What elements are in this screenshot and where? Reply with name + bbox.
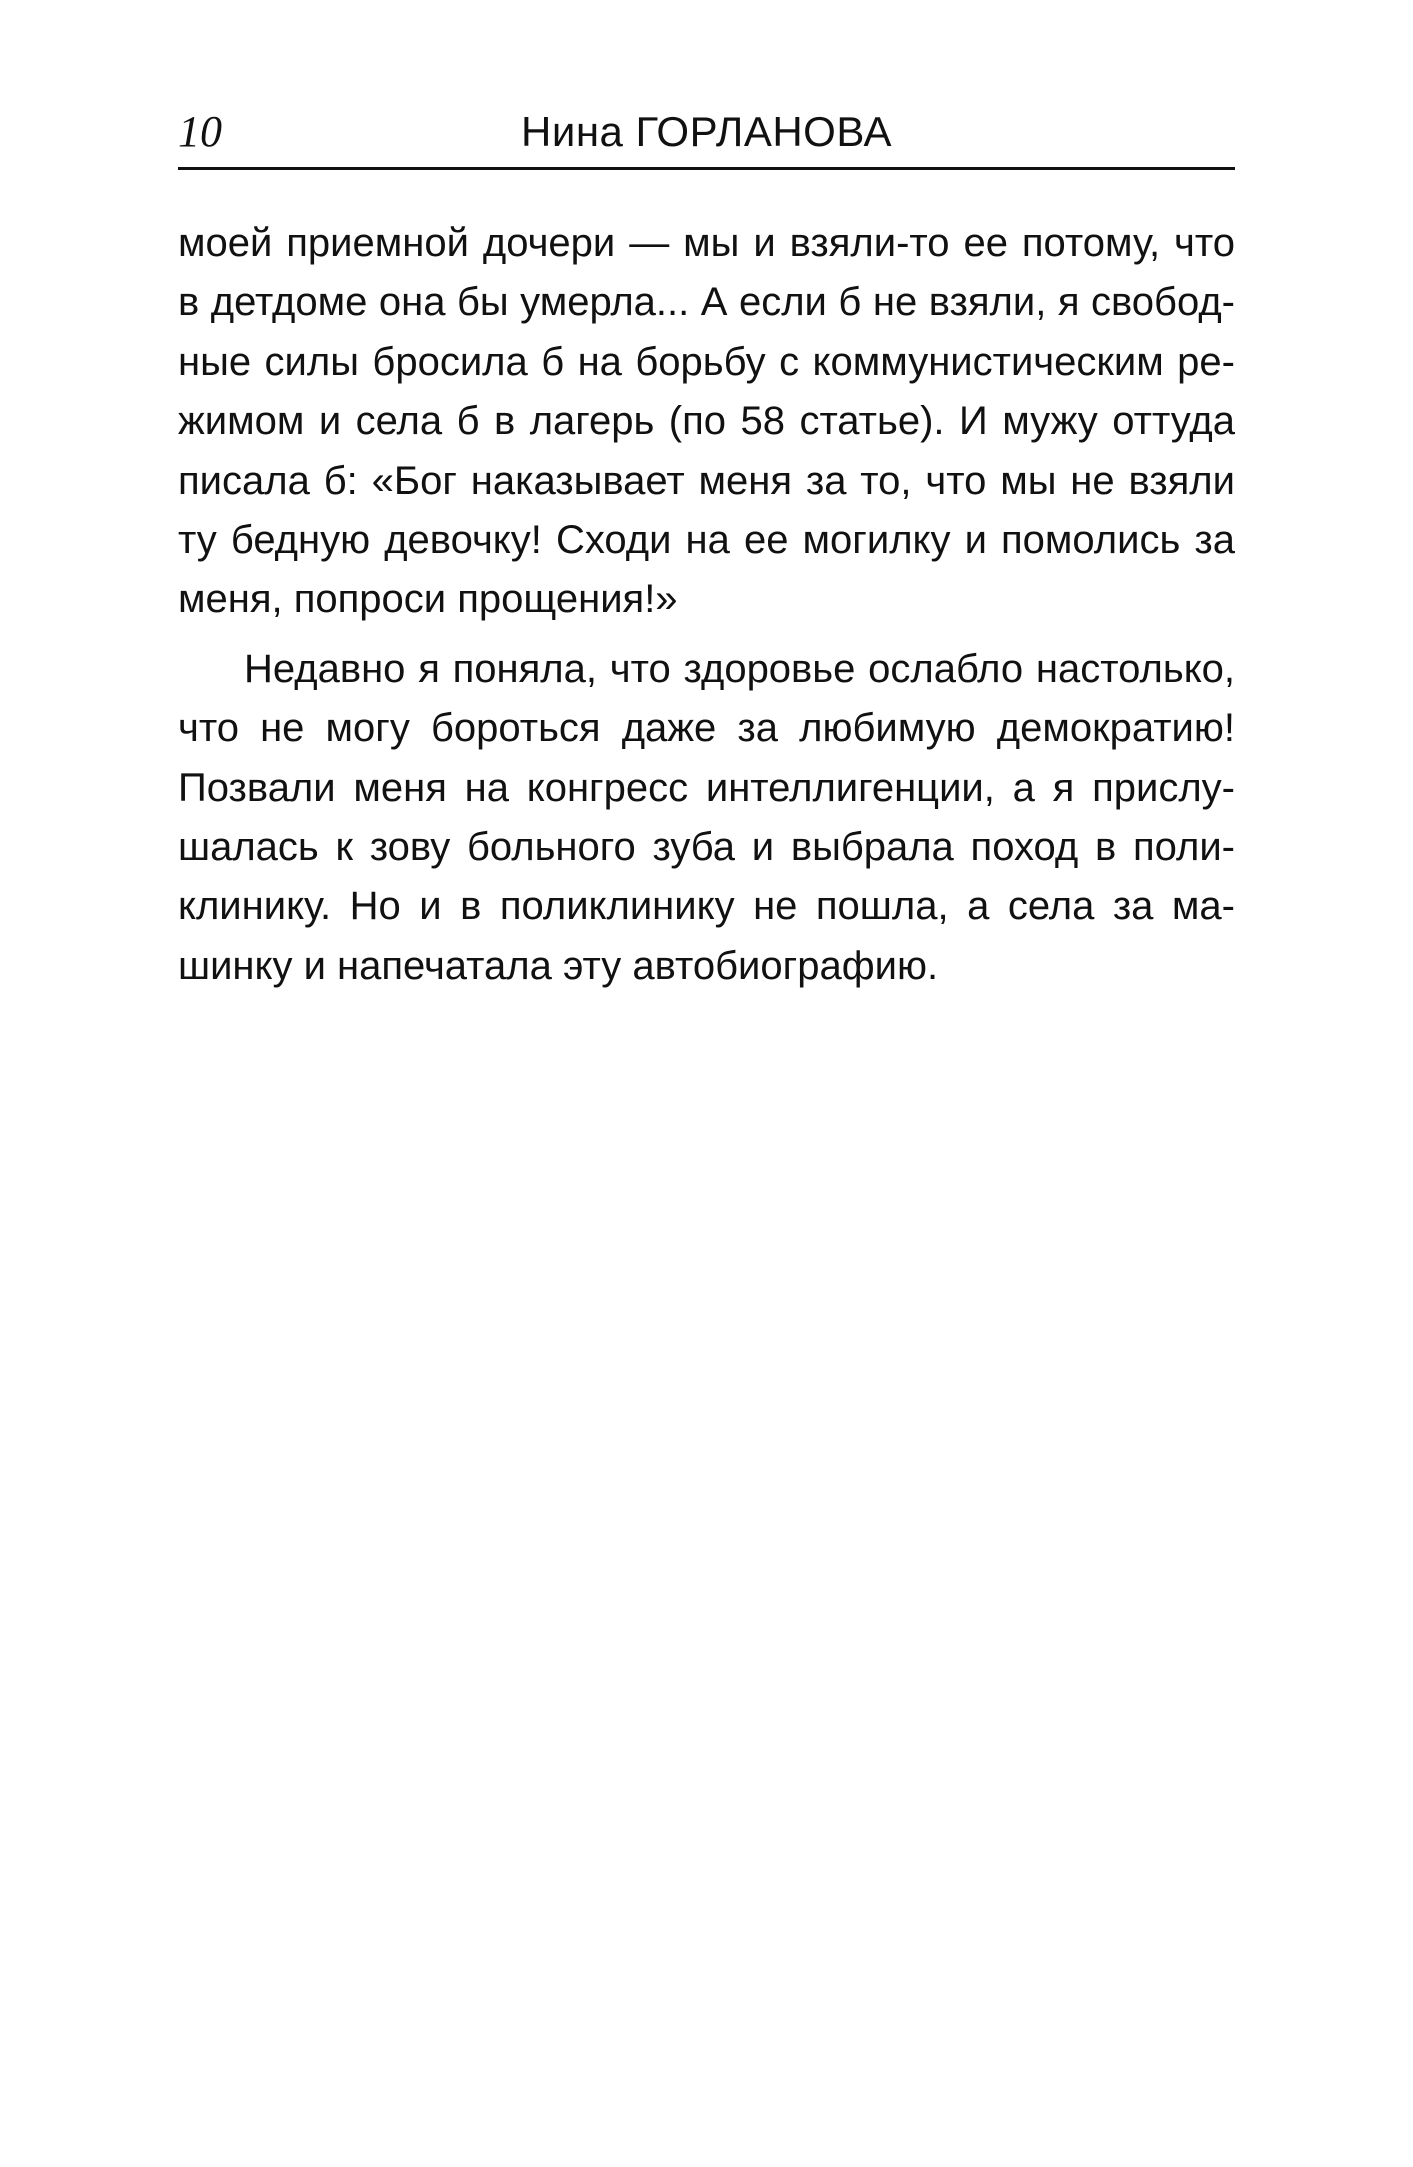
text-line: меня, попроси прощения!»	[178, 577, 678, 622]
text-line: что не могу бороться даже за любимую демократию!	[178, 706, 1235, 751]
text-line: ту бедную девочку! Сходи на ее могилку и помолись за	[178, 517, 1235, 562]
running-title: Нина ГОРЛАНОВА	[521, 108, 892, 155]
text-line: клинику. Но и в поликлинику не пошла, а села за ма-	[178, 884, 1235, 929]
paragraph-2	[178, 640, 1235, 996]
paragraph-1	[178, 214, 1235, 630]
text-line: шалась к зову больного зуба и выбрала поход в поли-	[178, 824, 1235, 869]
text-line: моей приемной дочери — мы и взяли-то ее потому, что	[178, 221, 1235, 265]
text-line: Недавно я поняла, что здоровье ослабло настолько,	[244, 646, 1235, 691]
running-head	[178, 100, 1235, 162]
header-rule	[178, 167, 1235, 170]
text-line: в детдоме она бы умерла... А если б не взяли, я свобод-	[178, 280, 1235, 325]
text-line: писала б: «Бог наказывает меня за то, что мы не взяли	[178, 458, 1235, 503]
text-line: жимом и села б в лагерь (по 58 статье). И мужу оттуда	[178, 399, 1235, 444]
text-line: Позвали меня на конгресс интеллигенции, а я прислу-	[178, 765, 1235, 810]
text-line: шинку и напечатала эту автобиографию.	[178, 943, 939, 988]
paragraph-gap	[178, 630, 1235, 640]
text-line: ные силы бросила б на борьбу с коммунистическим ре-	[178, 339, 1235, 384]
body-text	[178, 214, 1235, 996]
page-number: 10	[178, 107, 222, 156]
